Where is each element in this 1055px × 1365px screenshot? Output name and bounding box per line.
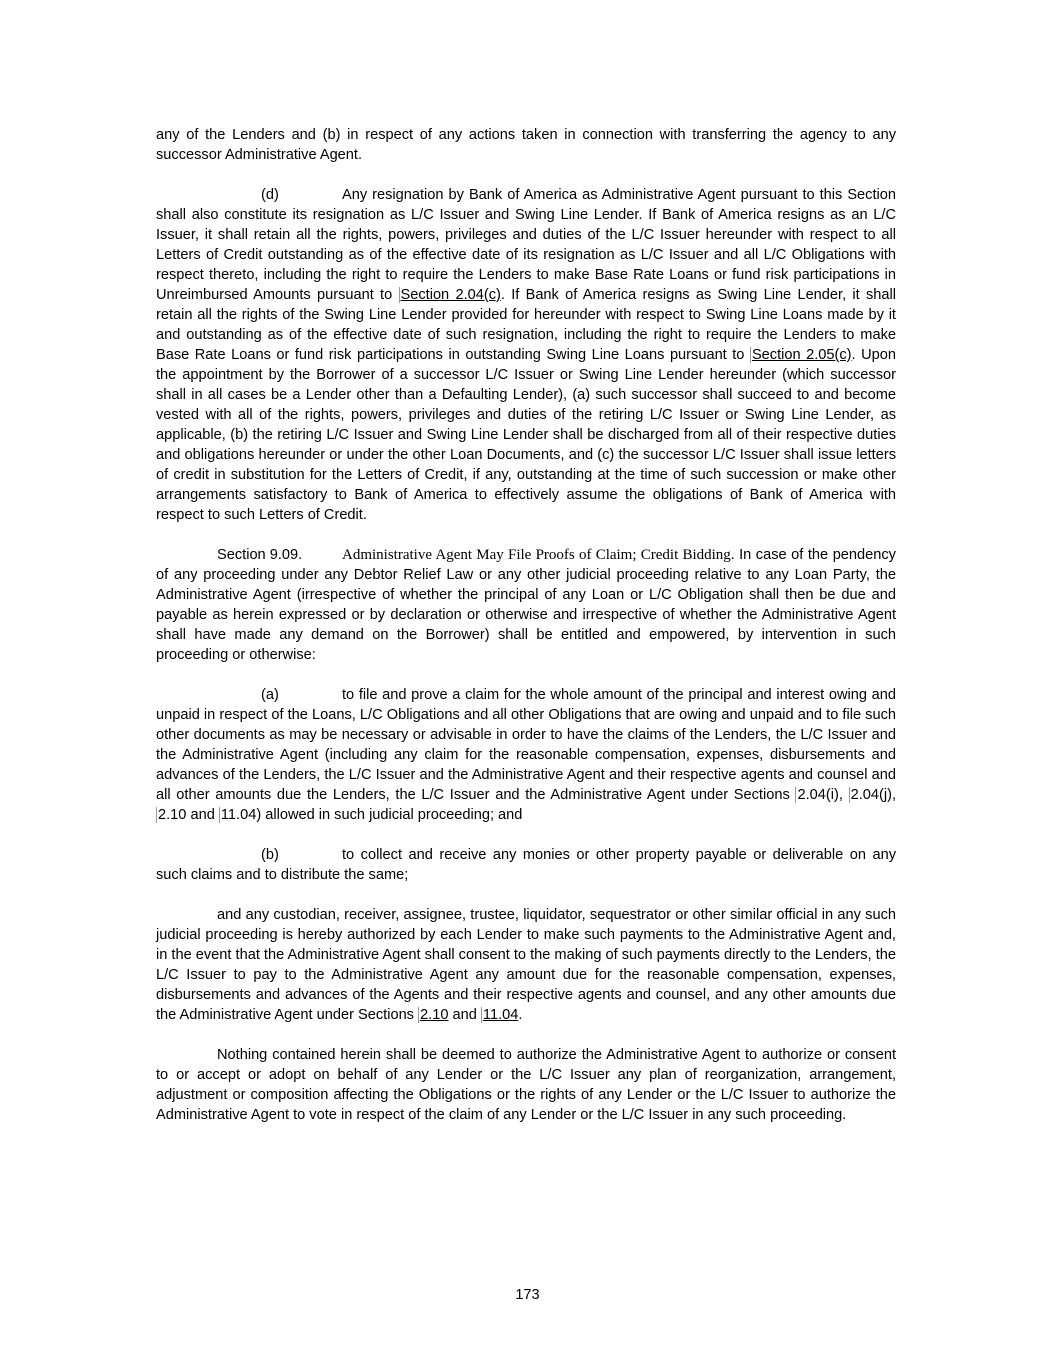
paragraph-text: ) allowed in such judicial proceeding; and — [256, 807, 523, 823]
section-title: Administrative Agent May File Proofs of Claim; Credit Bidding. — [342, 547, 735, 563]
cross-reference-link[interactable]: Section 2.04(c) — [400, 287, 501, 303]
section-9-09 — [156, 545, 896, 665]
paragraph-text: . Upon the appointment by the Borrower of a successor L/C Issuer or Swing Line Lender hereunder (which successor shall in all cases be a Lender other than a Defaulting Lender), (a) such successor shall succeed to and become vested with all of the rights, powers, privileges and duties of the retiring L/C Issuer or Swing Line Lender, as applicable, (b) the retiring L/C Issuer and Swing Line Lender shall be discharged from all of their respective duties and obligations hereunder or under the other Loan Documents, and (c) the successor L/C Issuer shall issue letters of credit in substitution for the Letters of Credit, if any, outstanding at the time of such succession or make other arrangements satisfactory to Bank of America to effectively assume the obligations of Bank of America with respect to such Letters of Credit. — [156, 347, 896, 523]
paragraph-text: to collect and receive any monies or other property payable or deliverable on any such claims and to distribute the same; — [156, 847, 896, 883]
section-number: Section 9.09. — [217, 547, 303, 563]
page-number: 173 — [515, 1287, 540, 1303]
paragraph-custodian — [156, 905, 896, 1025]
paragraph-continuation — [156, 125, 896, 165]
separator: . — [518, 1007, 523, 1023]
cross-reference-link[interactable]: 11.04 — [220, 807, 257, 823]
separator: , — [838, 787, 849, 803]
clause-letter: (d) — [261, 187, 279, 203]
separator: , — [891, 787, 897, 803]
cross-reference-link[interactable]: 2.04(i) — [797, 787, 839, 803]
page-body — [156, 125, 896, 1125]
paragraph-text: to file and prove a claim for the whole amount of the principal and interest owing and unpaid in respect of the Loans, L/C Obligations and all other Obligations that are owing and unpaid and to file such other documents as may be necessary or advisable in order to have the claims of the Lenders, the L/C Issuer and the Administrative Agent (including any claim for the reasonable compensation, expenses, disbursements and advances of the Lenders, the L/C Issuer and the Administrative Agent and their respective agents and counsel and all other amounts due the Lenders, the L/C Issuer and the Administrative Agent under Sections — [156, 687, 896, 803]
paragraph-b — [156, 845, 896, 885]
paragraph-text: . If Bank of America resigns as Swing Line Lender, it shall retain all the rights of the Swing Line Lender provided for hereunder with respect to Swing Line Loans made by it and outstanding as of the effective date of such resignation, including the right to require the Lenders to make Base Rate Loans or fund risk participations in outstanding Swing Line Loans pursuant to — [156, 287, 896, 363]
paragraph-text: any of the Lenders and (b) in respect of any actions taken in connection with transferring the agency to any successor Administrative Agent. — [156, 127, 896, 163]
paragraph-text: In case of the pendency of any proceeding under any Debtor Relief Law or any other judicial proceeding relative to any Loan Party, the Administrative Agent (irrespective of whether the principal of any Loan or L/C Obligation shall then be due and payable as herein expressed or by declaration or otherwise and irrespective of whether the Administrative Agent shall have made any demand on the Borrower) shall be entitled and empowered, by intervention in such proceeding or otherwise: — [156, 547, 896, 663]
paragraph-text: Nothing contained herein shall be deemed to authorize the Administrative Agent to authorize or consent to or accept or adopt on behalf of any Lender or the L/C Issuer any plan of reorganization, arrangement, adjustment or composition affecting the Obligations or the rights of any Lender or the L/C Issuer to authorize the Administrative Agent to vote in respect of the claim of any Lender or the L/C Issuer in any such proceeding. — [156, 1047, 896, 1123]
cross-reference-link[interactable]: 11.04 — [482, 1007, 519, 1023]
cross-reference-link[interactable]: 2.04(j) — [850, 787, 892, 803]
clause-letter: (b) — [261, 847, 279, 863]
separator: and — [186, 807, 219, 823]
paragraph-nothing-contained — [156, 1045, 896, 1125]
paragraph-d — [156, 185, 896, 525]
paragraph-text: and any custodian, receiver, assignee, trustee, liquidator, sequestrator or other similar official in any such judicial proceeding is hereby authorized by each Lender to make such payments to the Administrative Agent and, in the event that the Administrative Agent shall consent to the making of such payments directly to the Lenders, the L/C Issuer to pay to the Administrative Agent any amount due for the reasonable compensation, expenses, disbursements and advances of the Agents and their respective agents and counsel, and any other amounts due the Administrative Agent under Sections — [156, 907, 896, 1023]
cross-reference-link[interactable]: 2.10 — [158, 807, 187, 823]
cross-reference-link[interactable]: 2.10 — [420, 1007, 449, 1023]
separator: and — [448, 1007, 481, 1023]
paragraph-text: Any resignation by Bank of America as Administrative Agent pursuant to this Section shall also constitute its resignation as L/C Issuer and Swing Line Lender. If Bank of America resigns as an L/C Issuer, it shall retain all the rights, powers, privileges and duties of the L/C Issuer hereunder with respect to all Letters of Credit outstanding as of the effective date of its resignation as L/C Issuer and all L/C Obligations with respect thereto, including the right to require the Lenders to make Base Rate Loans or fund risk participations in Unreimbursed Amounts pursuant to — [156, 187, 896, 303]
paragraph-a — [156, 685, 896, 825]
cross-reference-link[interactable]: Section 2.05(c) — [751, 347, 852, 363]
clause-letter: (a) — [261, 687, 279, 703]
